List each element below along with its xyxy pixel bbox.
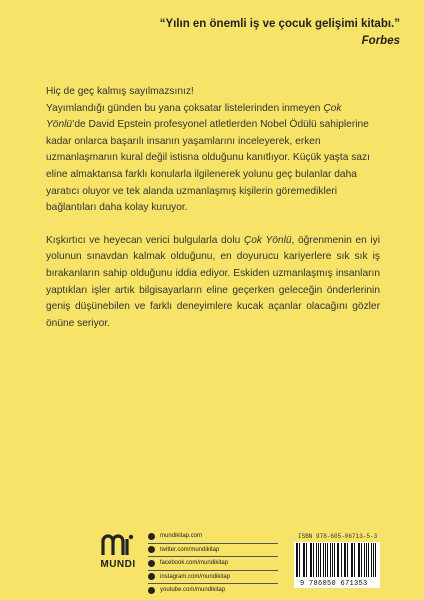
barcode-bar	[327, 543, 328, 577]
isbn-text: ISBN 978-605-06713-5-3	[298, 533, 378, 540]
youtube-icon	[148, 587, 155, 594]
paragraph-1	[46, 84, 380, 217]
paragraph-3-text-b: , öğrenmenin en iyi yolunun sınavdan kalmak olduğunu, en doyurucu kariyerlere sık sık iş bırakanların sahip olduğunu iddia ediyor. Eskiden uzmanlaşmış insanların yaptıkları işler artık bilgisayarların eline geçerken geleceğin önderlerinin geniş düşünebilen ve farklı deneyimlere kucak açanlar olacağını gözler önüne seriyor.	[46, 234, 380, 329]
social-text: instagram.com/mundikitap	[160, 573, 231, 580]
social-row-website[interactable]	[148, 530, 278, 543]
globe-icon	[148, 533, 155, 540]
book-title-em-2: Çok Yönlü	[243, 234, 292, 246]
barcode-number: 9 786050 671353	[294, 580, 380, 588]
paragraph-1-text: Hiç de geç kalmış sayılmazsınız!	[46, 86, 194, 97]
cover-quote	[100, 16, 400, 50]
paragraph-2-text-a: Yayımlandığı günden bu yana çoksatar listelerinden inmeyen	[46, 102, 324, 114]
book-title-em: Çok Yönlü	[46, 102, 342, 131]
instagram-icon	[148, 573, 155, 580]
paragraph-3	[46, 233, 380, 333]
paragraph-2-text-b: ’de David Epstein profesyonel atletlerden Nobel Ödülü sahiplerine kadar onlarca başarılı insanın yaşamlarını inceleyerek, erken uzmanlaşmanın kural değil istisna olduğunu kanıtlıyor. Küçük yaşta sazı eline almaktansa farklı konularla ilgilenerek yolunu geç bulanlar daha yaratıcı oluyor ve tek alanda uzmanlaşmış kişilerin göremedikleri bağlantıları daha kolay kuruyor.	[46, 119, 370, 214]
social-row-instagram[interactable]	[148, 570, 278, 584]
social-text: mundikitap.com	[160, 533, 203, 539]
quote-source: Forbes	[361, 35, 400, 47]
paragraph-3-text-a: Kışkırtıcı ve heyecan verici bulgularla dolu	[46, 234, 244, 246]
mundi-logo-icon	[101, 533, 135, 557]
barcode-bar	[347, 543, 348, 577]
social-row-facebook[interactable]	[148, 556, 278, 570]
back-cover-description	[46, 84, 380, 348]
barcode	[288, 532, 384, 592]
barcode-bar	[306, 543, 307, 577]
barcode-bar	[368, 543, 369, 577]
social-text: facebook.com/mundikitap	[160, 560, 229, 566]
social-row-youtube[interactable]	[148, 583, 278, 597]
facebook-icon	[148, 560, 155, 567]
twitter-icon	[148, 546, 155, 553]
social-text: twitter.com/mundikitap	[160, 546, 220, 553]
barcode-bars	[294, 542, 380, 580]
quote-text: “Yılın en önemli iş ve çocuk gelişimi kitabı.”	[159, 18, 400, 30]
publisher-name: MUNDI	[100, 559, 136, 570]
social-row-twitter[interactable]	[148, 543, 278, 557]
social-links	[148, 530, 278, 597]
publisher-logo	[98, 533, 138, 583]
social-text: youtube.com/mundikitap	[160, 587, 226, 593]
